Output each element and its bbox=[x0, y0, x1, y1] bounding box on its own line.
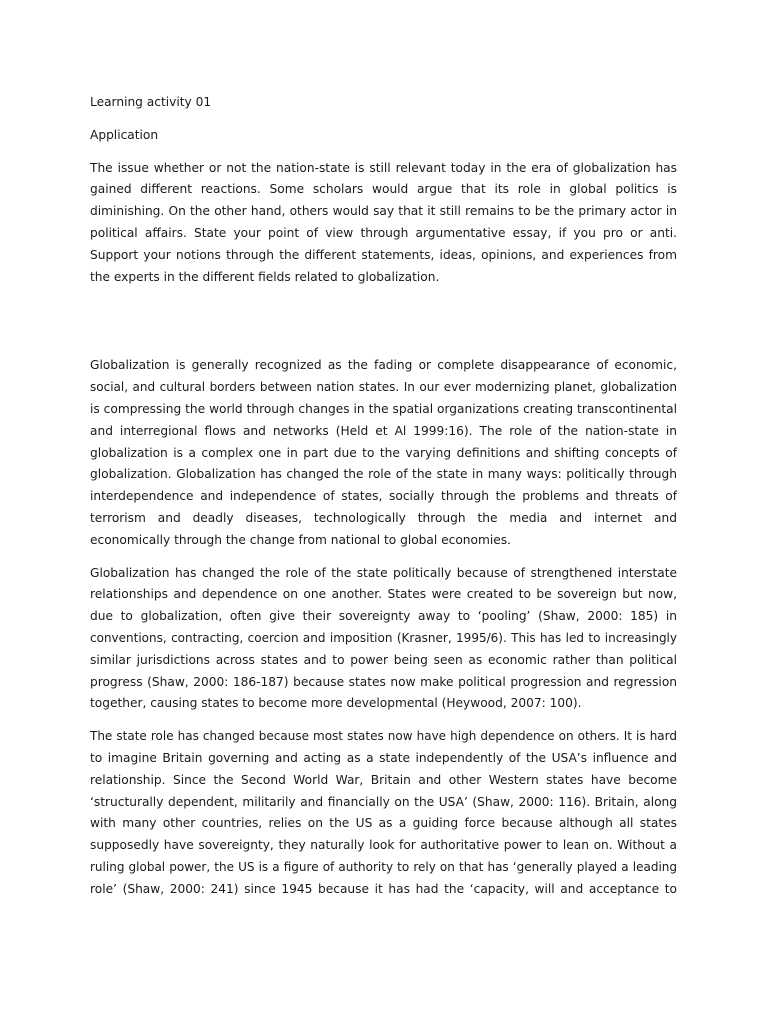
paragraph-line: Globalization is generally recognized as the fading or complete disappearance of economic, bbox=[90, 358, 677, 373]
paragraph-line: progress (Shaw, 2000: 186-187) because states now make political progression and regression bbox=[90, 674, 677, 689]
paragraph-line: terrorism and deadly diseases, technologically through the media and internet and bbox=[90, 510, 677, 525]
prompt-line: Support your notions through the different statements, ideas, opinions, and experiences from bbox=[90, 247, 677, 262]
essay-paragraph-2 bbox=[90, 563, 677, 716]
paragraph-line: supposedly have sovereignty, they naturally look for authoritative power to lean on. Without a bbox=[90, 838, 677, 853]
paragraph-line: and interregional flows and networks (Held et Al 1999:16). The role of the nation-state in bbox=[90, 423, 677, 438]
activity-heading: Learning activity 01 bbox=[90, 95, 212, 109]
prompt-line: the experts in the different fields related to globalization. bbox=[90, 269, 440, 284]
paragraph-line: relationships and dependence on one another. States were created to be sovereign but now, bbox=[90, 587, 677, 602]
paragraph-line: globalization. Globalization has changed the role of the state in many ways: politically through bbox=[90, 467, 677, 482]
paragraph-line: due to globalization, often give their sovereignty away to ‘pooling’ (Shaw, 2000: 185) in bbox=[90, 609, 677, 624]
prompt-line: The issue whether or not the nation-state is still relevant today in the era of globalization has bbox=[90, 160, 677, 175]
section-heading: Application bbox=[90, 127, 159, 142]
paragraph-line: globalization is a complex one in part due to the varying definitions and shifting concepts of bbox=[90, 445, 677, 460]
prompt-line: gained different reactions. Some scholars would argue that its role in global politics is bbox=[90, 182, 677, 197]
paragraph-line: interdependence and independence of states, socially through the problems and threats of bbox=[90, 489, 677, 504]
essay-paragraph-1 bbox=[90, 355, 677, 551]
paragraph-line: The state role has changed because most states now have high dependence on others. It is hard bbox=[90, 729, 677, 744]
paragraph-line: relationship. Since the Second World War, Britain and other Western states have become bbox=[90, 772, 677, 787]
paragraph-line: to imagine Britain governing and acting as a state independently of the USA’s influence and bbox=[90, 750, 677, 765]
paragraph-line: ‘structurally dependent, militarily and financially on the USA’ (Shaw, 2000: 116). Britain, along bbox=[90, 794, 677, 809]
paragraph-line: with many other countries, relies on the US as a guiding force because although all states bbox=[90, 816, 677, 831]
paragraph-line: Globalization has changed the role of the state politically because of strengthened interstate bbox=[90, 565, 677, 580]
paragraph-line: role’ (Shaw, 2000: 241) since 1945 because it has had the ‘capacity, will and acceptance to bbox=[90, 881, 677, 896]
prompt-paragraph bbox=[90, 158, 677, 289]
paragraph-line: conventions, contracting, coercion and imposition (Krasner, 1995/6). This has led to increasingly bbox=[90, 630, 677, 645]
paragraph-line: economically through the change from national to global economies. bbox=[90, 532, 511, 547]
document-page bbox=[90, 92, 677, 901]
paragraph-line: ruling global power, the US is a figure of authority to rely on that has ‘generally played a leading bbox=[90, 859, 677, 874]
paragraph-line: together, causing states to become more developmental (Heywood, 2007: 100). bbox=[90, 696, 582, 711]
paragraph-line: social, and cultural borders between nation states. In our ever modernizing planet, globalization bbox=[90, 380, 677, 395]
prompt-line: diminishing. On the other hand, others would say that it still remains to be the primary actor in bbox=[90, 204, 677, 219]
paragraph-line: similar jurisdictions across states and to power being seen as economic rather than political bbox=[90, 652, 677, 667]
prompt-line: political affairs. State your point of view through argumentative essay, if you pro or anti. bbox=[90, 225, 677, 240]
essay-paragraph-3 bbox=[90, 726, 677, 900]
paragraph-line: is compressing the world through changes in the spatial organizations creating transcontinental bbox=[90, 401, 677, 416]
